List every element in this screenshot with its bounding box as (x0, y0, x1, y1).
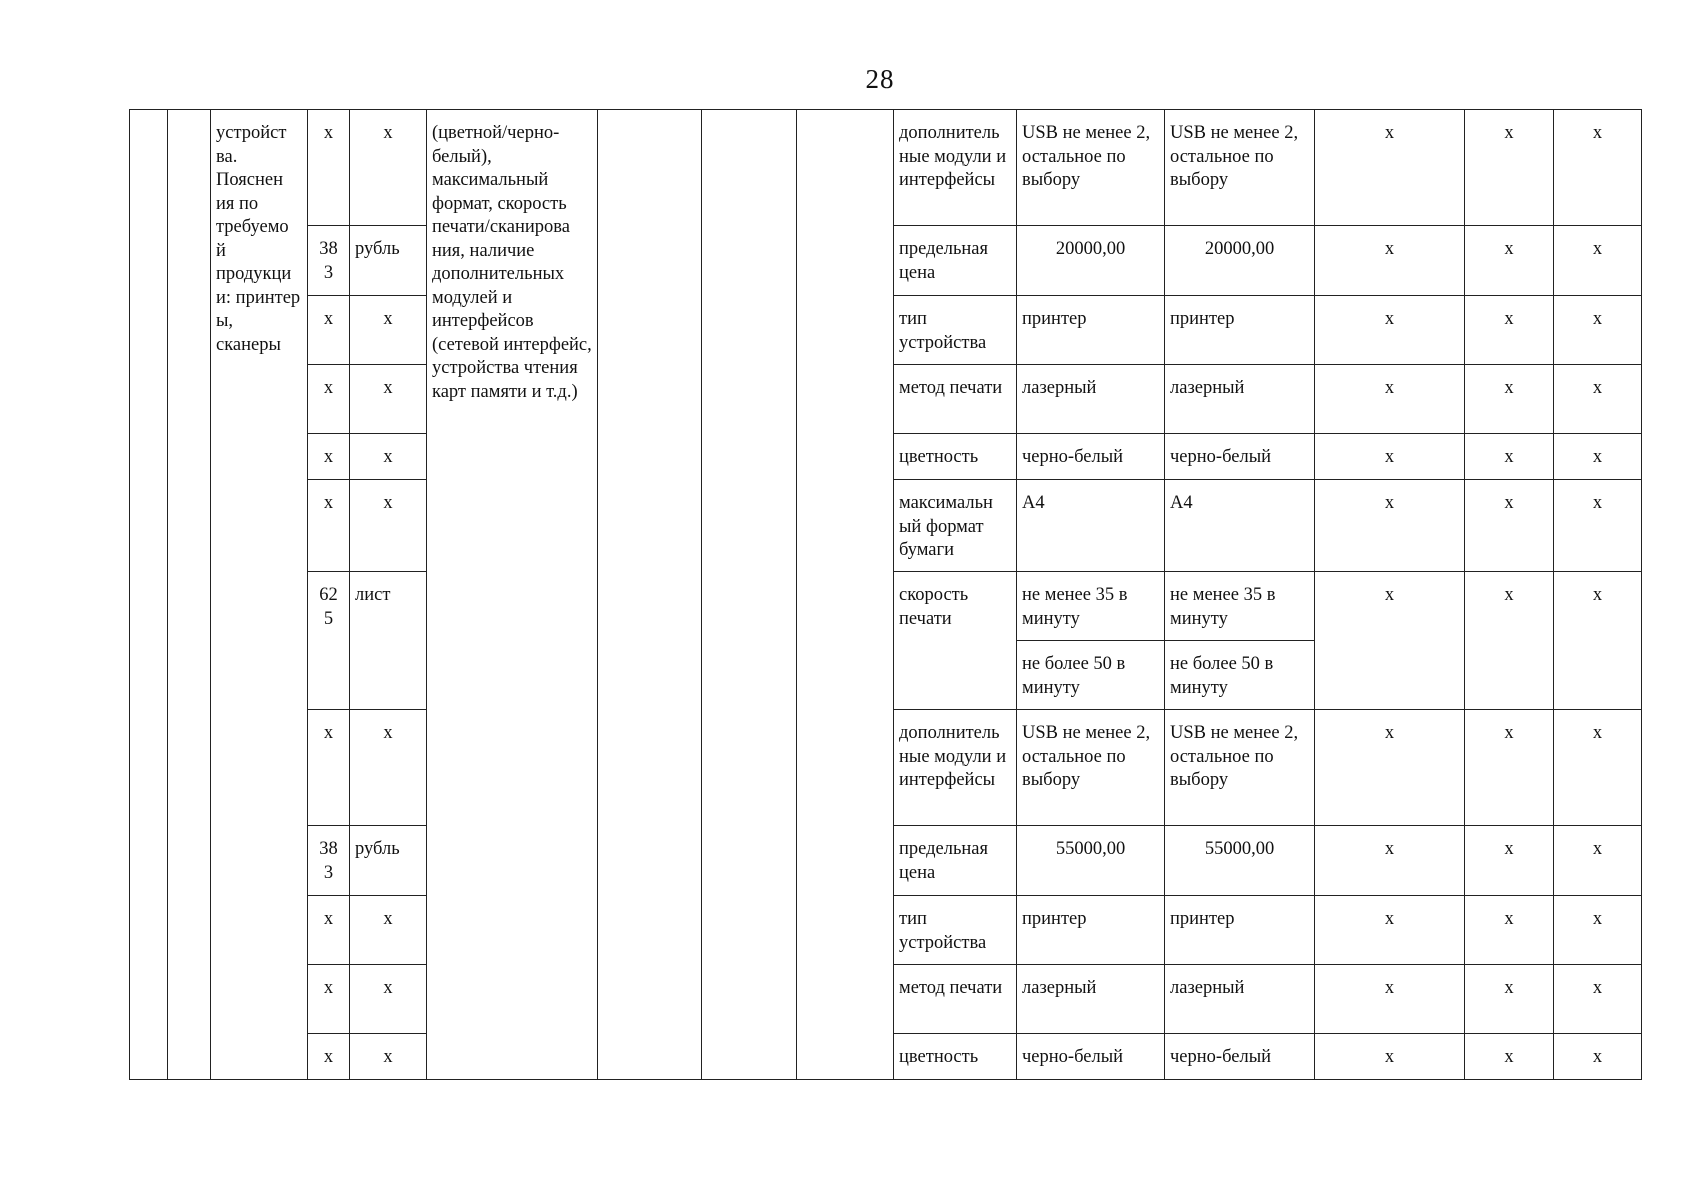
value-cell: 20000,00 (1165, 226, 1315, 296)
characteristic-cell: дополнитель ные модули и интерфейсы (894, 710, 1017, 826)
x-cell: x (1465, 296, 1554, 365)
characteristic-cell: цветность (894, 1034, 1017, 1080)
value-cell: черно-белый (1017, 1034, 1165, 1080)
value-cell: 55000,00 (1165, 826, 1315, 896)
x-cell: x (1554, 226, 1642, 296)
characteristic-cell: максимальн ый формат бумаги (894, 480, 1017, 572)
code-cell: x (308, 365, 350, 434)
characteristic-cell: скорость печати (894, 572, 1017, 710)
unit-cell: x (350, 710, 427, 826)
unit-cell: x (350, 896, 427, 965)
product-description: (цветной/черно-белый), максимальный формат, скорость печати/сканирова ния, наличие дополнительных модулей и интерфейсов (сетевой интерфейс, устройства чтения карт памяти и т.д.) (427, 110, 598, 1080)
x-cell: x (1315, 110, 1465, 226)
table-row (130, 110, 1642, 226)
x-cell: x (1465, 826, 1554, 896)
unit-cell: x (350, 296, 427, 365)
x-cell: x (1554, 296, 1642, 365)
code-cell: x (308, 296, 350, 365)
x-cell: x (1315, 480, 1465, 572)
x-cell: x (1465, 365, 1554, 434)
characteristic-cell: цветность (894, 434, 1017, 480)
unit-cell: рубль (350, 226, 427, 296)
x-cell: x (1465, 226, 1554, 296)
value-cell: принтер (1165, 896, 1315, 965)
unit-cell: x (350, 965, 427, 1034)
value-cell: не менее 35 в минуту (1017, 572, 1165, 641)
x-cell: x (1554, 480, 1642, 572)
x-cell: x (1554, 1034, 1642, 1080)
code-cell: x (308, 110, 350, 226)
code-cell: x (308, 965, 350, 1034)
product-requirements-table (129, 109, 1642, 1080)
value-cell: USB не менее 2, остальное по выбору (1017, 110, 1165, 226)
value-cell: лазерный (1017, 965, 1165, 1034)
code-cell: 38 3 (308, 226, 350, 296)
unit-cell: x (350, 365, 427, 434)
x-cell: x (1465, 572, 1554, 710)
x-cell: x (1315, 965, 1465, 1034)
unit-cell: x (350, 1034, 427, 1080)
unit-cell: x (350, 480, 427, 572)
x-cell: x (1315, 826, 1465, 896)
value-cell: принтер (1017, 296, 1165, 365)
x-cell: x (1554, 710, 1642, 826)
x-cell: x (1554, 965, 1642, 1034)
x-cell: x (1554, 365, 1642, 434)
blank-cell (168, 110, 211, 1080)
x-cell: x (1315, 226, 1465, 296)
value-cell: USB не менее 2, остальное по выбору (1017, 710, 1165, 826)
value-cell: лазерный (1165, 965, 1315, 1034)
value-cell: USB не менее 2, остальное по выбору (1165, 710, 1315, 826)
value-cell: принтер (1165, 296, 1315, 365)
blank-cell (598, 110, 702, 1080)
characteristic-cell: дополнитель ные модули и интерфейсы (894, 110, 1017, 226)
value-cell: не менее 35 в минуту (1165, 572, 1315, 641)
unit-cell: x (350, 110, 427, 226)
x-cell: x (1465, 110, 1554, 226)
x-cell: x (1315, 710, 1465, 826)
characteristic-cell: метод печати (894, 965, 1017, 1034)
blank-cell (797, 110, 894, 1080)
x-cell: x (1315, 296, 1465, 365)
value-cell: черно-белый (1017, 434, 1165, 480)
code-cell: 38 3 (308, 826, 350, 896)
value-cell: USB не менее 2, остальное по выбору (1165, 110, 1315, 226)
code-cell: x (308, 710, 350, 826)
x-cell: x (1554, 110, 1642, 226)
x-cell: x (1465, 710, 1554, 826)
x-cell: x (1315, 365, 1465, 434)
value-cell: А4 (1017, 480, 1165, 572)
blank-cell (702, 110, 797, 1080)
value-cell: не более 50 в минуту (1165, 641, 1315, 710)
value-cell: лазерный (1017, 365, 1165, 434)
x-cell: x (1465, 965, 1554, 1034)
x-cell: x (1465, 1034, 1554, 1080)
value-cell: А4 (1165, 480, 1315, 572)
characteristic-cell: предельная цена (894, 226, 1017, 296)
x-cell: x (1554, 434, 1642, 480)
blank-cell (130, 110, 168, 1080)
x-cell: x (1465, 480, 1554, 572)
x-cell: x (1315, 1034, 1465, 1080)
code-cell: 62 5 (308, 572, 350, 710)
x-cell: x (1554, 572, 1642, 710)
characteristic-cell: тип устройства (894, 296, 1017, 365)
x-cell: x (1465, 896, 1554, 965)
product-name: устройст ва. Пояснен ия по требуемо й продукци и: принтер ы, сканеры (211, 110, 308, 1080)
value-cell: 20000,00 (1017, 226, 1165, 296)
value-cell: не более 50 в минуту (1017, 641, 1165, 710)
characteristic-cell: предельная цена (894, 826, 1017, 896)
characteristic-cell: метод печати (894, 365, 1017, 434)
x-cell: x (1315, 896, 1465, 965)
unit-cell: лист (350, 572, 427, 710)
value-cell: лазерный (1165, 365, 1315, 434)
page-number: 28 (865, 64, 895, 94)
code-cell: x (308, 896, 350, 965)
x-cell: x (1465, 434, 1554, 480)
value-cell: 55000,00 (1017, 826, 1165, 896)
x-cell: x (1554, 826, 1642, 896)
code-cell: x (308, 1034, 350, 1080)
x-cell: x (1315, 434, 1465, 480)
code-cell: x (308, 434, 350, 480)
unit-cell: x (350, 434, 427, 480)
value-cell: черно-белый (1165, 1034, 1315, 1080)
value-cell: принтер (1017, 896, 1165, 965)
unit-cell: рубль (350, 826, 427, 896)
value-cell: черно-белый (1165, 434, 1315, 480)
code-cell: x (308, 480, 350, 572)
x-cell: x (1554, 896, 1642, 965)
characteristic-cell: тип устройства (894, 896, 1017, 965)
x-cell: x (1315, 572, 1465, 710)
